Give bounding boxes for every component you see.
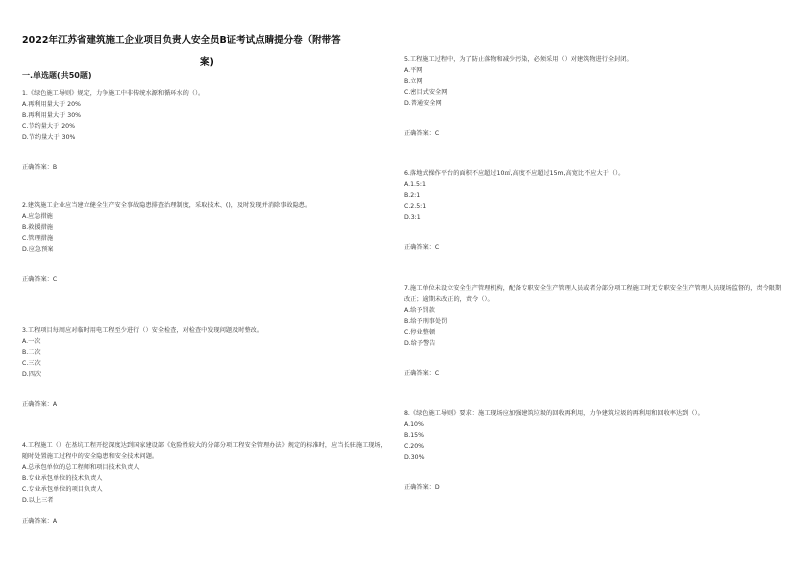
question-stem: 8.《绿色施工导则》要求：施工现场应加强建筑垃圾的回收再利用，力争建筑垃圾的再利用和回收率达到（）。 xyxy=(404,410,704,417)
question-stem: 7.施工单位未设立安全生产管理机构，配备专职安全生产管理人员或者分部分项工程施工时无专职安全生产管理人员现场监督的，责令限期改正；逾期未改正的，责令（）。 xyxy=(404,285,782,303)
option-a: A.给予罚款 xyxy=(404,307,435,314)
title-line-1: 2022年江苏省建筑施工企业项目负责人安全员B证考试点睛提分卷（附带答 xyxy=(22,35,341,46)
correct-answer: 正确答案：B xyxy=(22,164,58,171)
option-a: A.总承包单位的总工程师和项目技术负责人 xyxy=(22,464,140,471)
correct-answer: 正确答案：A xyxy=(22,401,58,408)
option-c: C.三次 xyxy=(22,360,41,367)
option-b: B.专业承包单位的技术负责人 xyxy=(22,475,103,482)
question-1 xyxy=(22,88,392,173)
question-7 xyxy=(404,283,784,379)
option-d: D.给予警告 xyxy=(404,340,436,347)
option-c: C.20% xyxy=(404,443,425,450)
section-heading: 一.单选题(共50题) xyxy=(22,71,92,80)
correct-answer: 正确答案：C xyxy=(404,130,440,137)
option-d: D.以上三者 xyxy=(22,497,54,504)
option-b: B.救援措施 xyxy=(22,224,53,231)
option-a: A.1.5:1 xyxy=(404,181,426,188)
option-c: C.节约量大于 20% xyxy=(22,123,75,130)
option-c: C.管理措施 xyxy=(22,235,54,242)
option-c: C.密目式安全网 xyxy=(404,89,448,96)
question-stem: 2.建筑施工企业应当建立健全生产安全事故隐患排查治理制度，采取技术、()，及时发现并消除事故隐患。 xyxy=(22,202,312,209)
option-d: D.节约量大于 30% xyxy=(22,134,76,141)
title-line-2: 案) xyxy=(200,57,214,68)
question-6 xyxy=(404,168,784,253)
question-3 xyxy=(22,325,392,410)
option-b: B.2:1 xyxy=(404,192,421,199)
option-c: C.停业整顿 xyxy=(404,329,436,336)
option-d: D.四次 xyxy=(22,371,42,378)
question-2 xyxy=(22,200,392,285)
option-d: D.普通安全网 xyxy=(404,100,442,107)
correct-answer: 正确答案：C xyxy=(404,244,440,251)
option-b: B.再利用量大于 30% xyxy=(22,112,82,119)
option-d: D.30% xyxy=(404,454,425,461)
option-b: B.立网 xyxy=(404,78,423,85)
question-stem: 6.落地式操作平台的面积不应超过10㎡,高度不应超过15m,高宽比不应大于（）。 xyxy=(404,170,625,177)
option-a: A.再利用量大于 20% xyxy=(22,101,81,108)
question-stem: 3.工程项目每周应对临时用电工程至少进行（）安全检查，对检查中发现问题及时整改。 xyxy=(22,327,264,334)
question-4 xyxy=(22,440,392,527)
option-b: B.二次 xyxy=(22,349,41,356)
correct-answer: 正确答案：C xyxy=(404,370,440,377)
question-stem: 5.工程施工过程中，为了防止落物和减少污染，必须采用（）对建筑物进行全封闭。 xyxy=(404,56,633,63)
question-stem: 1.《绿色施工导则》规定，力争施工中非传统水源和循环水的（）。 xyxy=(22,90,205,97)
option-a: A.一次 xyxy=(22,338,41,345)
option-d: D.应急预案 xyxy=(22,246,54,253)
correct-answer: 正确答案：D xyxy=(404,484,440,491)
option-c: C.2.5:1 xyxy=(404,203,427,210)
option-c: C.专业承包单位的项目负责人 xyxy=(22,486,103,493)
correct-answer: 正确答案：A xyxy=(22,518,58,525)
correct-answer: 正确答案：C xyxy=(22,276,58,283)
option-a: A.平网 xyxy=(404,67,423,74)
question-stem: 4.工程施工（）在基坑工程开挖深度达到国家建设部《危险性较大的分部分项工程安全管理办法》规定的标准时，应当长驻施工现场，随时处置施工过程中的安全隐患和安全技术问题。 xyxy=(22,442,387,460)
option-b: B.15% xyxy=(404,432,424,439)
document-title xyxy=(22,30,392,74)
option-a: A.应急措施 xyxy=(22,213,53,220)
option-b: B.给予刑事处罚 xyxy=(404,318,448,325)
question-5 xyxy=(404,54,784,139)
option-a: A.10% xyxy=(404,421,424,428)
question-8 xyxy=(404,408,784,493)
option-d: D.3:1 xyxy=(404,214,421,221)
